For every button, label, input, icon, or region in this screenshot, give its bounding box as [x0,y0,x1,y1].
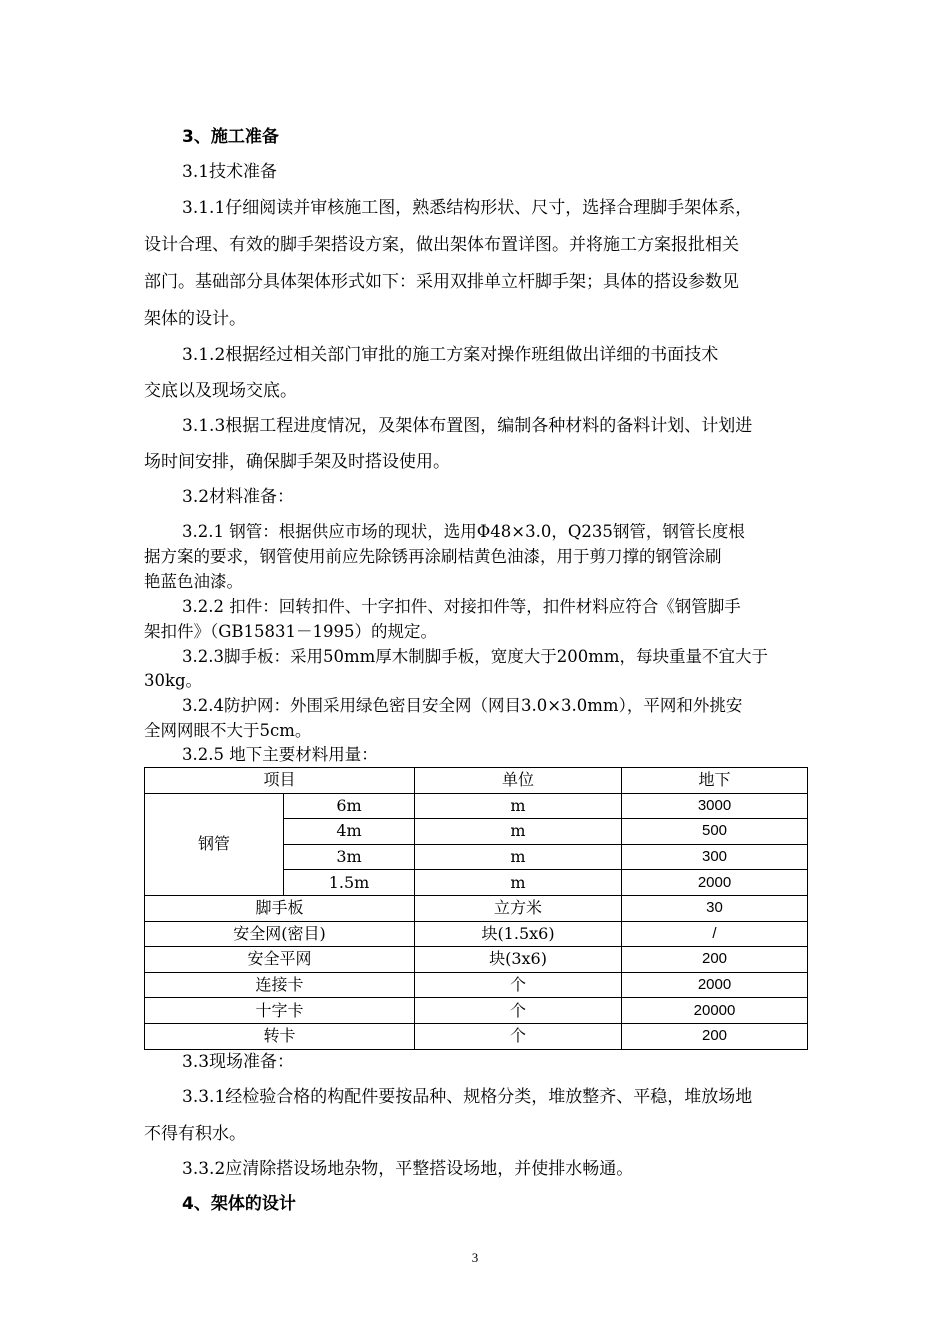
header-item: 项目 [145,768,415,794]
para-3-1-1-line-4: 架体的设计。 [144,309,246,329]
section-4-heading: 4、架体的设计 [182,1194,296,1214]
para-3-1-1-line-1: 3.1.1仔细阅读并审核施工图，熟悉结构形状、尺寸，选择合理脚手架体系， [182,198,753,218]
pipe-unit: m [415,793,622,819]
item-unit: 个 [415,998,622,1024]
para-3-2-1-line-1: 3.2.1 钢管：根据供应市场的现状，选用Φ48×3.0，Q235钢管，钢管长度根 [182,522,745,541]
table-row [145,793,808,819]
pipe-spec: 4m [284,819,415,845]
para-3-1-2-line-1: 3.1.2根据经过相关部门审批的施工方案对操作班组做出详细的书面技术 [182,345,719,365]
item-name: 安全网(密目) [145,921,415,947]
para-3-1-3-line-2: 场时间安排，确保脚手架及时搭设使用。 [144,452,450,472]
item-name: 转卡 [145,1023,415,1049]
pipe-spec: 1.5m [284,870,415,896]
pipe-qty: 3000 [622,793,808,819]
pipe-qty: 500 [622,819,808,845]
para-3-1-1-line-2: 设计合理、有效的脚手架搭设方案，做出架体布置详图。并将施工方案报批相关 [144,235,739,255]
item-unit: 块(1.5x6) [415,921,622,947]
para-3-3-1-line-1: 3.3.1经检验合格的构配件要按品种、规格分类，堆放整齐、平稳，堆放场地 [182,1087,753,1107]
page-number: 3 [471,1250,479,1265]
item-unit: 立方米 [415,895,622,921]
table-row [145,947,808,973]
pipe-spec: 3m [284,844,415,870]
para-3-3-2: 3.3.2应清除搭设场地杂物，平整搭设场地，并使排水畅通。 [182,1159,634,1179]
table-row [145,921,808,947]
table-row [145,1023,808,1049]
pipe-qty: 300 [622,844,808,870]
item-qty: 2000 [622,972,808,998]
item-unit: 块(3x6) [415,947,622,973]
pipe-unit: m [415,844,622,870]
item-qty: / [622,921,808,947]
para-3-1-3-line-1: 3.1.3根据工程进度情况，及架体布置图，编制各种材料的备料计划、计划进 [182,416,753,436]
section-3-2-heading: 3.2材料准备： [182,487,295,507]
item-unit: 个 [415,972,622,998]
para-3-2-3-line-1: 3.2.3脚手板：采用50mm厚木制脚手板，宽度大于200mm，每块重量不宜大于 [182,647,769,666]
para-3-2-4-line-2: 全网网眼不大于5cm。 [144,721,312,740]
item-name: 连接卡 [145,972,415,998]
para-3-2-4-line-1: 3.2.4防护网：外围采用绿色密目安全网（网目3.0×3.0mm），平网和外挑安 [182,696,743,715]
steel-pipe-label: 钢管 [145,793,284,895]
table-row [145,972,808,998]
item-name: 安全平网 [145,947,415,973]
table-header-row [145,768,808,794]
section-3-heading: 3、施工准备 [182,127,279,147]
pipe-spec: 6m [284,793,415,819]
para-3-2-5: 3.2.5 地下主要材料用量： [182,745,378,764]
para-3-2-2-line-1: 3.2.2 扣件：回转扣件、十字扣件、对接扣件等，扣件材料应符合《钢管脚手 [182,597,741,616]
section-3-1-heading: 3.1技术准备 [182,162,278,182]
item-unit: 个 [415,1023,622,1049]
item-qty: 200 [622,947,808,973]
item-qty: 30 [622,895,808,921]
section-3-3-heading: 3.3现场准备： [182,1052,295,1072]
pipe-qty: 2000 [622,870,808,896]
para-3-1-1-line-3: 部门。基础部分具体架体形式如下：采用双排单立杆脚手架；具体的搭设参数见 [144,272,739,292]
pipe-unit: m [415,870,622,896]
item-qty: 20000 [622,998,808,1024]
para-3-3-1-line-2: 不得有积水。 [144,1124,246,1144]
para-3-1-2-line-2: 交底以及现场交底。 [144,381,297,401]
para-3-2-1-line-2: 据方案的要求，钢管使用前应先除锈再涂刷桔黄色油漆，用于剪刀撑的钢管涂刷 [144,547,722,566]
item-name: 脚手板 [145,895,415,921]
materials-table [144,767,808,1050]
pipe-unit: m [415,819,622,845]
para-3-2-1-line-3: 艳蓝色油漆。 [144,572,243,591]
item-name: 十字卡 [145,998,415,1024]
table-row [145,895,808,921]
para-3-2-2-line-2: 架扣件》（GB15831－1995）的规定。 [144,622,438,641]
para-3-2-3-line-2: 30kg。 [144,671,203,690]
item-qty: 200 [622,1023,808,1049]
header-unit: 单位 [415,768,622,794]
table-row [145,998,808,1024]
header-qty: 地下 [622,768,808,794]
